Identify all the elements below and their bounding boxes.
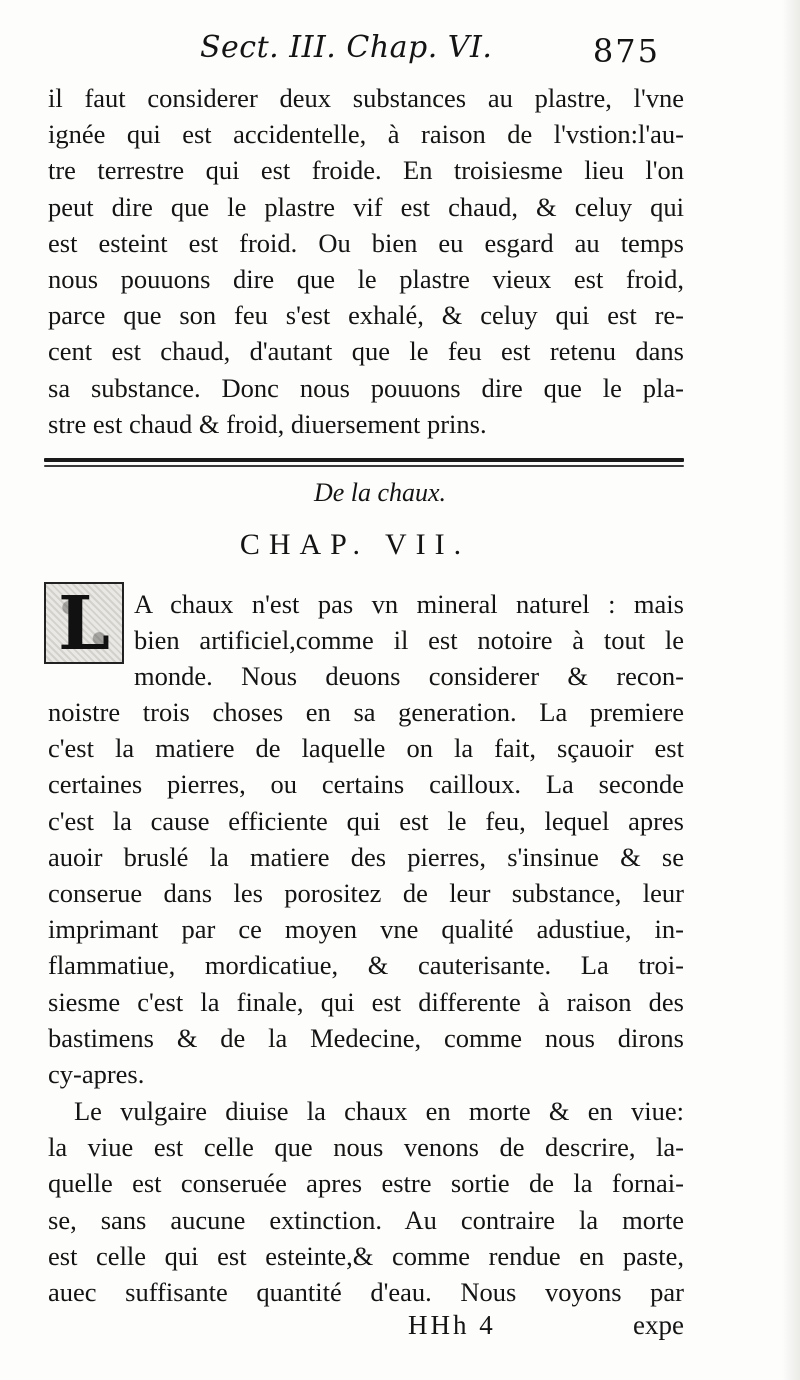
page-header xyxy=(200,30,660,70)
text-line: la viue est celle que nous venons de descrire, la- xyxy=(48,1132,684,1163)
section-subhead: De la chaux. xyxy=(313,478,447,507)
text-line: peut dire que le plastre vif est chaud, & celuy qui xyxy=(48,191,684,222)
text-line: sa substance. Donc nous pouuons dire que le pla- xyxy=(48,372,684,403)
text-line: imprimant par ce moyen vne qualité adustiue, in- xyxy=(48,914,684,945)
text-line: cy-apres. xyxy=(48,1058,145,1089)
page-edge-shadow xyxy=(782,0,800,1380)
text-line: A chaux n'est pas vn mineral naturel : mais xyxy=(134,589,684,619)
text-line: siesme c'est la finale, qui est differente à raison des xyxy=(48,986,684,1017)
text-line: il faut considerer deux substances au plastre, l'vne xyxy=(48,83,684,113)
page-number: 875 xyxy=(592,32,660,70)
text-line: auec suffisante quantité d'eau. Nous voyons par xyxy=(48,1276,684,1307)
second-paragraph xyxy=(48,1093,684,1310)
text-line: stre est chaud & froid, diuersement prins. xyxy=(48,408,487,439)
text-line: se, sans aucune extinction. Au contraire la morte xyxy=(48,1204,684,1235)
text-line: noistre trois choses en sa generation. La premiere xyxy=(48,697,684,727)
section-rule-thin xyxy=(44,465,684,467)
chapter-paragraph-indented xyxy=(134,586,684,695)
text-line: monde. Nous deuons considerer & recon- xyxy=(134,661,684,692)
catchword: expe xyxy=(633,1310,684,1340)
text-line: est esteint est froid. Ou bien eu esgard au temps xyxy=(48,227,684,258)
text-line: c'est la matiere de laquelle on la fait, sçauoir est xyxy=(48,733,684,764)
running-head: Sect. III. Chap. VI. xyxy=(200,30,493,65)
chapter-heading: CHAP. VII. xyxy=(239,528,471,561)
drop-cap-letter: L xyxy=(57,581,111,667)
text-line: certaines pierres, ou certains cailloux. La seconde xyxy=(48,769,684,800)
text-line: flammatiue, mordicatiue, & cauterisante. La troi- xyxy=(48,950,684,981)
text-line: parce que son feu s'est exhalé, & celuy qui est re- xyxy=(48,300,684,331)
text-line: tre terrestre qui est froide. En troisiesme lieu l'on xyxy=(48,155,684,186)
chapter-paragraph xyxy=(48,694,684,1092)
text-line: nous pouuons dire que le plastre vieux est froid, xyxy=(48,263,684,294)
text-line: c'est la cause efficiente qui est le feu, lequel apres xyxy=(48,805,684,836)
section-rule xyxy=(44,458,684,462)
footer-catchline xyxy=(48,1310,684,1350)
text-line: auoir bruslé la matiere des pierres, s'insinue & se xyxy=(48,841,684,872)
text-line: bastimens & de la Medecine, comme nous dirons xyxy=(48,1022,684,1053)
top-paragraph xyxy=(48,80,684,442)
signature-mark: HHh 4 xyxy=(408,1310,496,1340)
text-line: est celle qui est esteinte,& comme rendue en paste, xyxy=(48,1240,684,1271)
text-line: ignée qui est accidentelle, à raison de l'vstion:l'au- xyxy=(48,119,684,150)
drop-cap-ornament xyxy=(44,581,124,667)
text-line: quelle est conseruée apres estre sortie de la fornai- xyxy=(48,1168,684,1199)
text-line: conserue dans les porositez de leur substance, leur xyxy=(48,877,684,908)
text-line: Le vulgaire diuise la chaux en morte & en viue: xyxy=(74,1096,684,1126)
text-line: cent est chaud, d'autant que le feu est retenu dans xyxy=(48,336,684,367)
text-line: bien artificiel,comme il est notoire à tout le xyxy=(134,625,684,656)
